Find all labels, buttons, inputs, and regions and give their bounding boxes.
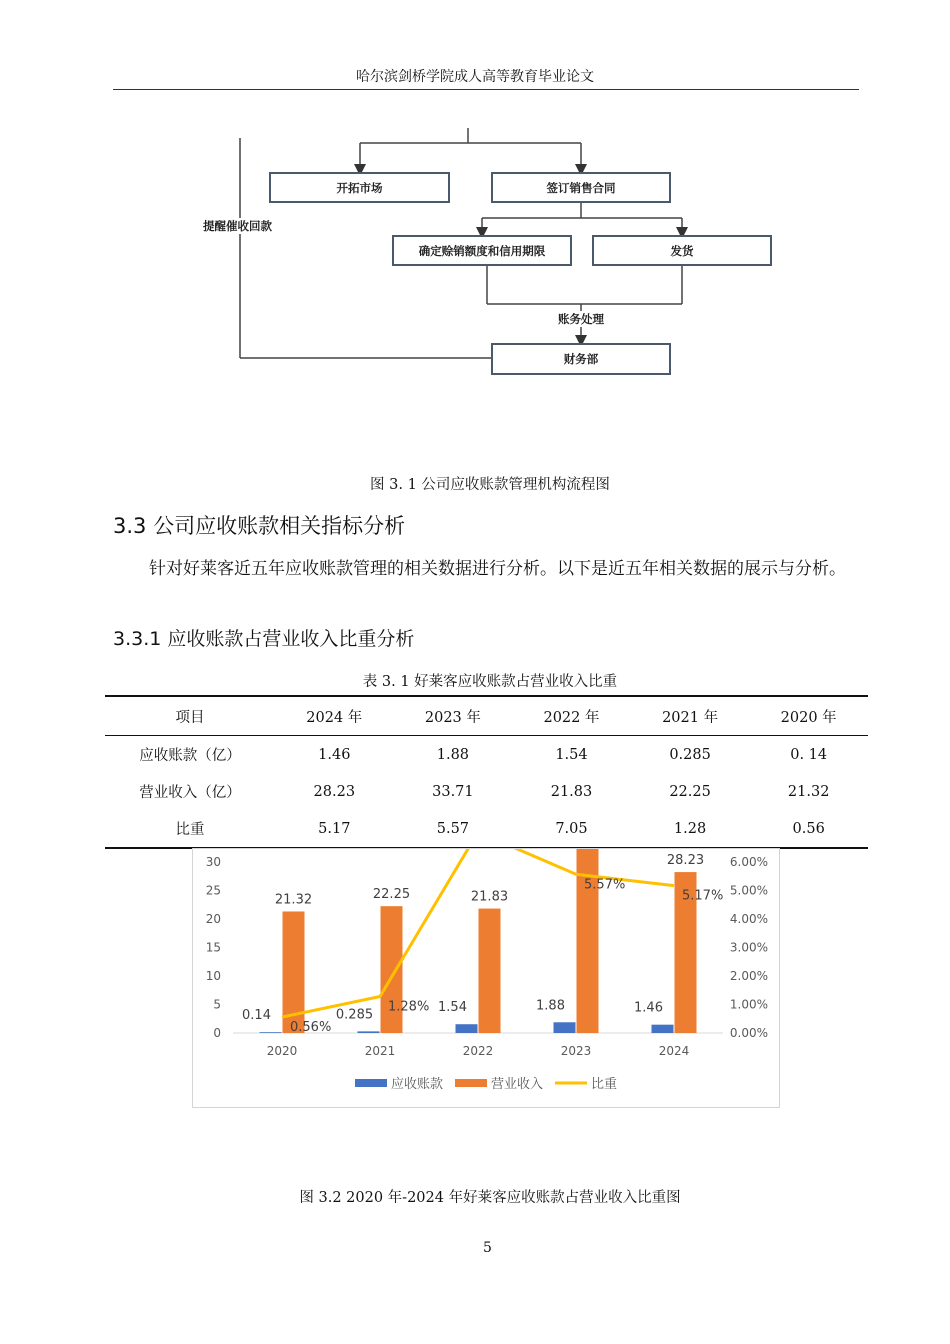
combo-chart xyxy=(192,848,780,1108)
table-cell: 22.25 xyxy=(669,783,711,800)
x-tick-label: 2023 xyxy=(560,1044,592,1058)
bar-data-label: 1.46 xyxy=(634,1000,663,1016)
table-cell: 28.23 xyxy=(313,783,356,800)
y-left-tick-label: 25 xyxy=(205,883,221,898)
bar-data-label: 1.54 xyxy=(438,1000,467,1016)
flow-box-ship: 发货 xyxy=(592,235,772,266)
page-number: 5 xyxy=(483,1240,492,1256)
x-tick-label: 2021 xyxy=(364,1044,396,1058)
table-cell: 21.83 xyxy=(550,783,593,800)
y-left-tick-label: 30 xyxy=(205,855,221,869)
running-header: 哈尔滨剑桥学院成人高等教育毕业论文 xyxy=(356,69,594,85)
x-tick-label: 2024 xyxy=(658,1044,690,1058)
table-cell: 5.57 xyxy=(436,820,470,837)
table-header-cell: 项目 xyxy=(105,696,275,736)
bar-receivables xyxy=(456,1024,478,1033)
table-cell: 1.28 xyxy=(673,820,707,837)
legend-swatch xyxy=(455,1079,487,1087)
y-left-tick-label: 10 xyxy=(205,969,221,983)
flowchart-connectors xyxy=(0,0,950,400)
combo-chart-svg xyxy=(193,849,779,1107)
legend-label: 营业收入 xyxy=(491,1077,544,1092)
section-paragraph: 针对好莱客近五年应收账款管理的相关数据进行分析。以下是近五年相关数据的展示与分析。 xyxy=(149,559,846,579)
y-right-tick-label: 6.00% xyxy=(729,855,768,869)
y-right-tick-label: 4.00% xyxy=(729,912,768,926)
table-cell: 0.285 xyxy=(669,746,711,763)
bar-data-label: 0.14 xyxy=(242,1008,271,1024)
table-row xyxy=(105,810,868,848)
legend-label: 比重 xyxy=(591,1077,618,1092)
table-cell: 应收账款（亿） xyxy=(139,748,241,764)
table-header-row xyxy=(105,696,868,736)
flow-box-credit: 确定赊销额度和信用期限 xyxy=(392,235,572,266)
bar-receivables xyxy=(554,1022,576,1033)
y-right-tick-label: 5.00% xyxy=(729,883,768,898)
y-left-tick-label: 20 xyxy=(205,912,221,926)
table-caption: 表 3. 1 好莱客应收账款占营业收入比重 xyxy=(362,674,618,690)
bar-revenue xyxy=(479,909,501,1033)
table-cell: 比重 xyxy=(175,822,205,838)
bar-receivables xyxy=(260,1032,282,1033)
table-cell: 33.71 xyxy=(432,783,474,800)
line-ratio xyxy=(282,849,674,1017)
flow-box-market: 开拓市场 xyxy=(269,172,450,203)
legend-swatch xyxy=(355,1079,387,1087)
bar-data-label: 0.285 xyxy=(335,1007,374,1023)
table-cell: 1.54 xyxy=(555,746,588,763)
flow-box-finance: 财务部 xyxy=(491,343,671,375)
y-right-tick-label: 1.00% xyxy=(729,997,768,1012)
table-cell: 0. 14 xyxy=(790,746,828,763)
table-header-cell: 2022 年 xyxy=(512,696,631,736)
figure-2-caption: 图 3.2 2020 年-2024 年好莱客应收账款占营业收入比重图 xyxy=(299,1190,681,1206)
table-cell: 5.17 xyxy=(318,820,351,837)
bar-data-label: 21.32 xyxy=(274,892,313,908)
table-header-cell: 2021 年 xyxy=(631,696,750,736)
line-data-label: 0.56% xyxy=(290,1020,332,1036)
bar-data-label: 21.83 xyxy=(470,889,509,905)
y-right-tick-label: 3.00% xyxy=(729,940,768,955)
legend-label: 应收账款 xyxy=(391,1077,444,1092)
table-cell: 21.32 xyxy=(787,783,830,800)
y-right-tick-label: 0.00% xyxy=(729,1026,768,1040)
line-data-label: 1.28% xyxy=(388,999,430,1015)
table-row xyxy=(105,736,868,774)
table-header-cell: 2020 年 xyxy=(749,696,868,736)
line-data-label: 5.17% xyxy=(682,888,724,904)
line-data-label: 5.57% xyxy=(584,877,626,893)
table-row xyxy=(105,773,868,810)
y-right-tick-label: 2.00% xyxy=(729,969,768,983)
subsection-heading: 3.3.1 应收账款占营业收入比重分析 xyxy=(113,628,415,650)
bar-receivables xyxy=(652,1025,674,1033)
flow-label-accounting: 账务处理 xyxy=(558,312,604,326)
table-cell: 1.46 xyxy=(318,746,351,763)
table-cell: 营业收入（亿） xyxy=(139,785,241,801)
bar-data-label: 22.25 xyxy=(372,887,411,903)
y-left-tick-label: 5 xyxy=(213,997,221,1012)
table-header-cell: 2023 年 xyxy=(394,696,513,736)
bar-data-label: 1.88 xyxy=(536,998,565,1014)
y-left-tick-label: 0 xyxy=(213,1026,221,1040)
table-cell: 1.88 xyxy=(436,746,470,763)
x-tick-label: 2022 xyxy=(462,1044,494,1058)
flow-box-contract: 签订销售合同 xyxy=(491,172,671,203)
x-tick-label: 2020 xyxy=(266,1044,298,1058)
ratio-table xyxy=(105,695,868,849)
bar-data-label: 28.23 xyxy=(666,853,705,869)
figure-1-caption: 图 3. 1 公司应收账款管理机构流程图 xyxy=(370,477,610,493)
flow-label-remind: 提醒催收回款 xyxy=(203,219,272,233)
bar-receivables xyxy=(358,1031,380,1033)
table-header-cell: 2024 年 xyxy=(275,696,394,736)
flowchart xyxy=(0,0,950,400)
section-heading: 3.3 公司应收账款相关指标分析 xyxy=(113,514,406,538)
table-cell: 7.05 xyxy=(555,820,588,837)
table-cell: 0.56 xyxy=(792,820,825,837)
y-left-tick-label: 15 xyxy=(205,940,221,955)
